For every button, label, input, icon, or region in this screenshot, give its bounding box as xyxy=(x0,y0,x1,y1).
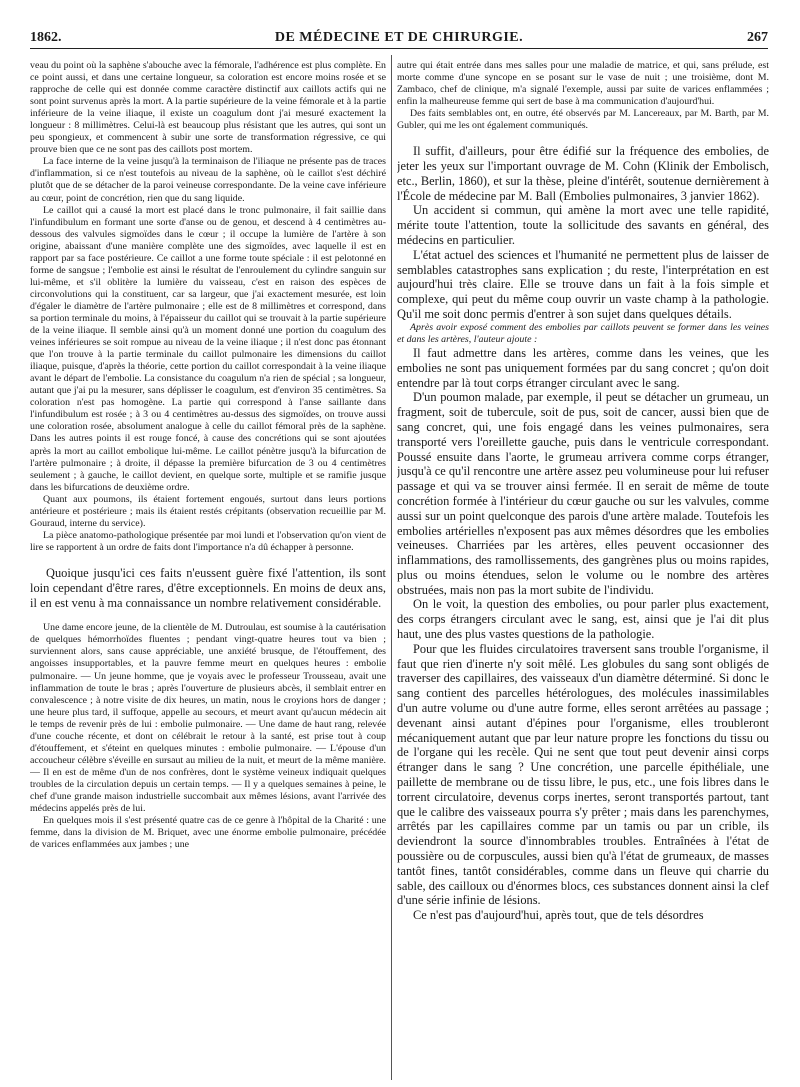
paragraph: On le voit, la question des embolies, ou pour parler plus exactement, des corps étrangers circulant avec le sang, est, ainsi que je l'ai dit plus haut, une des plus vastes questions de la pathologie. xyxy=(397,597,769,642)
column-divider xyxy=(391,55,392,1080)
paragraph: Il suffit, d'ailleurs, pour être édifié sur la fréquence des embolies, de jeter les yeux sur l'important ouvrage de M. Cohn (Klinik der Embolisch, etc., Berlin, 1860), et sur la thèse, pleine d'intérêt, soutenue dernièrement à l'École de médecine par M. Ball (Embolies pulmonaires, 3 janvier 1862). xyxy=(397,144,769,203)
paragraph: autre qui était entrée dans mes salles pour une maladie de matrice, et qui, sans prélude, est morte comme d'une syncope en se posant sur le vase de nuit ; une troisième, dont M. Zambaco, chef de clinique, m'a signalé l'exemple, aussi par suite de varices enflammées ; enfin la malheureuse femme qui sert de base à ma communication d'aujourd'hui. xyxy=(397,60,769,108)
paragraph: Il faut admettre dans les artères, comme dans les veines, que les embolies ne sont pas uniquement formées par du sang concret ; qu'on doit entendre par là tout corps étranger circulant avec le sang. xyxy=(397,345,769,390)
paragraph: Des faits semblables ont, en outre, été observés par M. Lancereaux, par M. Barth, par M. Gubler, qui me les ont également communiqués. xyxy=(397,108,769,132)
paragraph: Quant aux poumons, ils étaient fortement engoués, surtout dans leurs portions antérieure et postérieure ; mais ils étaient restés crépitants (observation recueillie par M. Gouraud, interne du service). xyxy=(30,493,386,529)
header-year: 1862. xyxy=(30,30,62,45)
paragraph: La face interne de la veine jusqu'à la terminaison de l'iliaque ne présente pas de traces d'inflammation, si ce n'est toutefois au niveau de la saphène, où le caillot s'est déchiré plutôt que de se détacher de la paroi veineuse correspondante. De la veine cave inférieure au cœur, point de concrétion, rien que du sang liquide. xyxy=(30,156,386,204)
paragraph: veau du point où la saphène s'abouche avec la fémorale, l'adhérence est plus complète. En ce point aussi, et dans une certaine longueur, sa coloration est encore moins rosée et se rapproche de celle qui est donnée comme caractère distinctif aux caillots actifs qui ne sont point survenus après la mort. A la partie supérieure de la veine fémorale et à la partie inférieure de la veine iliaque, il existe un coagulum dont j'ai mesuré exactement la longueur : 8 millimètres. Celui-là est beaucoup plus résistant que les autres, qui sont un peu spongieux, et commencent à subir une sorte de transformation régressive, ce qui prouve bien que ce ne sont pas des caillots post mortem. xyxy=(30,60,386,156)
editorial-note: Après avoir exposé comment des embolies par caillots peuvent se former dans les veines et dans les artères, l'auteur ajoute : xyxy=(397,321,769,345)
page-number: 267 xyxy=(747,30,768,45)
paragraph: Pour que les fluides circulatoires traversent sans trouble l'organisme, il faut que rien d'inerte n'y soit mêlé. Les globules du sang sont obligés de traverser des capillaires, des vaisseaux d'un diamètre déterminé. Si donc le sang contient des parcelles hétérologues, des molécules inassimilables d'un autre volume ou d'une autre forme, elles seront arrêtées au passage ; devenant ainsi autant d'épines pour l'organisme, elles troubleront mécaniquement autant que par leur nature propre les fonctions du tissu ou de l'organe qui les recèle. Qui ne sent que tout peut devenir ainsi corps étranger dans le sang ? Une concrétion, une parcelle épithéliale, une paillette de membrane ou de tissu libre, le pus, etc., une fois libres dans le torrent circulatoire, devenus corps inertes, seront transportés partout, tant que le calibre des vaisseaux pourra s'y prêter ; mais dans les parenchymes, arrêtés par les capillaires comme par un tamis ou par un crible, ils deviendront la source d'innombrables troubles. Entraînées à l'état de poussière ou de corpuscules, aussi bien qu'à l'état de grumeaux, de masses tantôt fines, tantôt considérables, comme dans un fleuve qui charrie du sable, des cailloux ou d'énormes blocs, ces substances donnent ainsi la clef d'une série infinie de lésions. xyxy=(397,641,769,908)
right-column xyxy=(397,60,769,1085)
paragraph: Un accident si commun, qui amène la mort avec une telle rapidité, mérite toute l'attention, toute la sollicitude des savants en général, des médecins en particulier. xyxy=(397,203,769,248)
spacer xyxy=(30,610,386,622)
paragraph: D'un poumon malade, par exemple, il peut se détacher un grumeau, un fragment, soit de tubercule, soit de pus, soit de cancer, aussi bien que de sang concret, qui, une fois engagé dans les veines pulmonaires, sera transporté vers l'oreillette gauche, puis dans le ventricule correspondant. Poussé ensuite dans l'aorte, le grumeau arrivera comme corps étranger, jusqu'à ce qu'il rencontre une artère assez peu volumineuse pour lui refuser passage et qui va se trouver ainsi fermée. Il en serait de même de toute concrétion formée à l'intérieur du cœur gauche ou sur les valvules, comme aussi sur un point quelconque des parois d'une artère malade. Toutefois les embolies artérielles n'exposent pas aux mêmes désordres que les embolies veineuses. Charriées par les artères, elles peuvent occasionner des inflammations, des ramollissements, des gangrènes plus ou moins rapides, plus ou moins étendues, selon le volume ou le nombre des artères obstruées, mais non pas la mort subite de l'individu. xyxy=(397,390,769,597)
spacer xyxy=(397,132,769,144)
header-title: DE MÉDECINE ET DE CHIRURGIE. xyxy=(274,30,524,45)
paragraph: Le caillot qui a causé la mort est placé dans le tronc pulmonaire, il fait saillie dans l'infundibulum en formant une sorte d'anse ou de genou, et descend à 4 centimètres au-dessous des valvules sigmoïdes dans le cœur ; il occupe la lumière de l'artère à son origine, abaissant d'une manière complète une des sigmoïdes, avec laquelle il est en rapport par sa face postérieure. Ce caillot a une forme toute spéciale : il est pelotonné en forme de sangsue ; l'embolie est ainsi le résultat de l'enroulement du cylindre sanguin sur lui-même, et s'il oblitère la lumière du vaisseau, c'est en raison des espèces de circonvolutions qui la constituent, car sa largeur, que j'ai exactement mesurée, est loin d'égaler le diamètre de l'artère pulmonaire ; elle est de 8 millimètres et correspond, dans sa portion terminale du moins, à l'épaisseur du caillot qui se trouvait à la partie supérieure de la veine iliaque. Il semble ainsi qu'à un moment donné une portion du coagulum des veines inférieures se soit rompue au niveau de la veine iliaque ; il n'est donc pas étonnant que l'on trouve à la partie terminale du caillot pulmonaire les dimensions du caillot iliaque, puisque, d'après la théorie, cette portion du caillot correspondait à la veine iliaque avant le départ de l'embolie. La consistance du coagulum n'a rien de spécial ; sa longueur, autant que j'ai pu la mesurer, sans déplisser le coagulum, est d'environ 35 centimètres. Sa coloration n'est pas homogène. La partie qui correspond à l'anse saillante dans l'infundibulum est rosée ; à 3 ou 4 centimètres au-dessus des sigmoïdes, on trouve aussi une coloration rosée, absolument analogue à celle du caillot fémoral près de la saphène. Dans les autres points il est rouge foncé, à cause des concrétions qui se sont ajoutées après la mort au caillot embolique lui-même. Le caillot pénètre jusqu'à la bifurcation de l'artère pulmonaire ; à droite, il dépasse la première bifurcation de 3 ou 4 centimètres seulement ; à gauche, le caillot devient, en quelque sorte, multiple et se ramifie jusque dans les bifurcations de deuxième ordre. xyxy=(30,204,386,493)
left-column xyxy=(30,60,386,1085)
paragraph: Une dame encore jeune, de la clientèle de M. Dutroulau, est soumise à la cautérisation de quelques hémorrhoïdes fluentes ; pendant vingt-quatre heures tout va bien ; surviennent alors, sans cause appréciable, une anxiété brusque, de l'étouffement, des angoisses insupportables, et la pauvre femme meurt en quelques heures : embolie pulmonaire. — Un jeune homme, que je voyais avec le professeur Trousseau, avait une inflammation de toute le bras ; après l'ouverture de plusieurs abcès, il semblait entrer en convalescence ; à notre visite de dix heures, un matin, nous le croyions hors de danger ; une heure plus tard, il suffoque, appelle au secours, et meurt avant qu'aucun médecin ait le temps de revenir près de lui : embolie pulmonaire. — Une dame de haut rang, relevée d'une couche récente, et dont on célébrait le retour à la santé, est prise tout à coup d'étouffement, et s'éteint en quelques minutes : embolie pulmonaire. — L'épouse d'un accoucheur célèbre s'éveille en sursaut au milieu de la nuit, et meurt de la même manière. — Il en est de même d'un de nos confrères, dont le système veineux indiquait quelques troubles de la circulation depuis un certain temps. — Il y a quelques semaines à peine, le chef d'une grande maison industrielle succombait aux mêmes lésions, avant l'arrivée des médecins appelés près de lui. xyxy=(30,622,386,815)
running-head xyxy=(30,30,768,49)
paragraph: L'état actuel des sciences et l'humanité ne permettent plus de laisser de semblables catastrophes sans explication ; du reste, l'interprétation en est aujourd'hui très claire. Elle se trouve dans un fait à la fois simple et complexe, qui peut du même coup ouvrir un vaste champ à la pathologie. Qu'il me soit donc permis d'entrer à son sujet dans quelques détails. xyxy=(397,247,769,322)
paragraph: En quelques mois il s'est présenté quatre cas de ce genre à l'hôpital de la Charité : une femme, dans la division de M. Briquet, avec une énorme embolie pulmonaire, précédée de varices enflammées aux jambes ; une xyxy=(30,815,386,851)
paragraph: La pièce anatomo-pathologique présentée par moi lundi et l'observation qu'on vient de lire se rapportent à un ordre de faits dont l'importance n'a dû échapper à personne. xyxy=(30,529,386,553)
paragraph: Ce n'est pas d'aujourd'hui, après tout, que de tels désordres xyxy=(413,908,704,923)
spacer xyxy=(30,554,386,566)
paragraph: Quoique jusqu'ici ces faits n'eussent guère fixé l'attention, ils sont loin cependant d'être rares, d'être exceptionnels. En moins de deux ans, il en est venu à ma connaissance un nombre relativement considérable. xyxy=(30,565,386,610)
